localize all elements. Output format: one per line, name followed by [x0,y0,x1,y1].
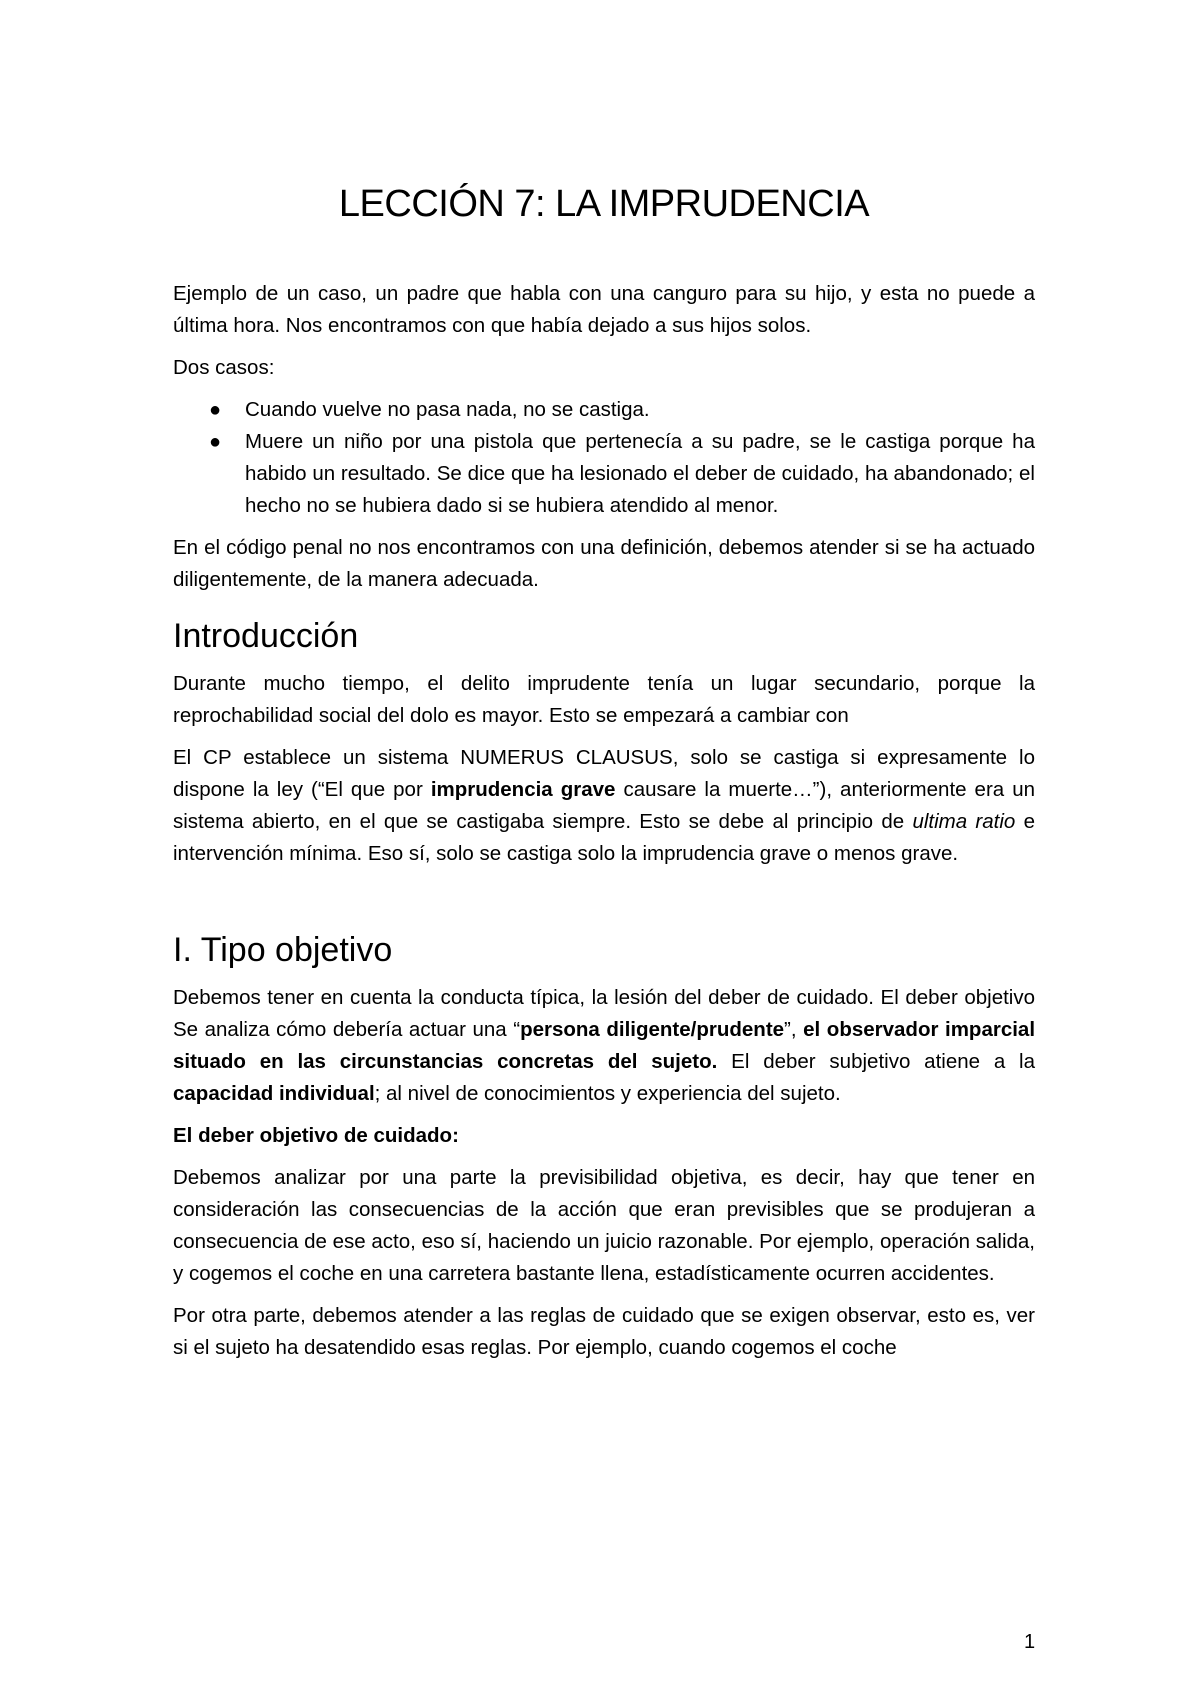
bold-text: capacidad individual [173,1082,375,1105]
text-run: ; al nivel de conocimientos y experiencia del sujeto. [374,1082,841,1105]
intro-paragraph-2: Dos casos: [173,356,275,379]
list-item [209,394,1035,426]
introduccion-paragraph-1: Durante mucho tiempo, el delito imprudente tenía un lugar secundario, porque la reprochabilidad social del dolo es mayor. Esto se empezará a cambiar con [173,672,1035,727]
italic-text: ultima ratio [912,810,1016,833]
cases-list [173,394,1035,522]
section-heading-tipo-objetivo: I. Tipo objetivo [173,931,393,969]
page-content [173,180,1035,1374]
intro-paragraph-3: En el código penal no nos encontramos con una definición, debemos atender si se ha actuado diligentemente, de la manera adecuada. [173,536,1035,591]
subheading-deber-objetivo: El deber objetivo de cuidado: [173,1124,459,1147]
list-item [209,426,1035,522]
list-item-text: Muere un niño por una pistola que pertenecía a su padre, se le castiga porque ha habido un resultado. Se dice que ha lesionado el deber de cuidado, ha abandonado; el hecho no se hubiera dado si se hubiera atendido al menor. [245,430,1035,517]
intro-paragraph-1: Ejemplo de un caso, un padre que habla con una canguro para su hijo, y esta no puede a última hora. Nos encontramos con que había dejado a sus hijos solos. [173,282,1035,337]
bold-text: persona diligente/prudente [520,1018,785,1041]
page-number: 1 [1024,1631,1036,1653]
tipo-objetivo-paragraph-3: Por otra parte, debemos atender a las reglas de cuidado que se exigen observar, esto es, ver si el sujeto ha desatendido esas reglas. Por ejemplo, cuando cogemos el coche [173,1304,1035,1359]
text-run: Debemos tener en cuenta la conducta típica, la lesión del deber de cuidado. El deber objetivo Se analiza cómo debería actuar una “ [173,986,1035,1041]
bold-text: el observador imparcial situado en las circunstancias concretas del sujeto. [173,1018,1036,1073]
tipo-objetivo-paragraph-1 [173,982,1035,1110]
bullet-icon: ● [209,399,222,421]
section-heading-introduccion: Introducción [173,617,359,655]
list-item-text: Cuando vuelve no pasa nada, no se castiga. [245,398,650,421]
text-run: El CP establece un sistema NUMERUS CLAUSUS, solo se castiga si expresamente lo dispone la ley (“El que por [173,746,1035,801]
bold-text: imprudencia grave [430,778,616,801]
text-run: e intervención mínima. Eso sí, solo se castiga solo la imprudencia grave o menos grave. [173,810,1035,865]
page-title: LECCIÓN 7: LA IMPRUDENCIA [338,183,870,225]
bullet-icon: ● [209,431,222,453]
tipo-objetivo-paragraph-2: Debemos analizar por una parte la previsibilidad objetiva, es decir, hay que tener en consideración las consecuencias de la acción que eran previsibles que se produjeran a consecuencia de ese acto, eso sí, haciendo un juicio razonable. Por ejemplo, operación salida, y cogemos el coche en una carretera bastante llena, estadísticamente ocurren accidentes. [173,1166,1035,1285]
introduccion-paragraph-2 [173,742,1035,870]
text-run: ”, [784,1018,804,1041]
text-run: causare la muerte…”), anteriormente era un sistema abierto, en el que se castigaba siempre. Esto se debe al principio de [173,778,1036,833]
text-run: El deber subjetivo atiene a la [717,1050,1036,1073]
